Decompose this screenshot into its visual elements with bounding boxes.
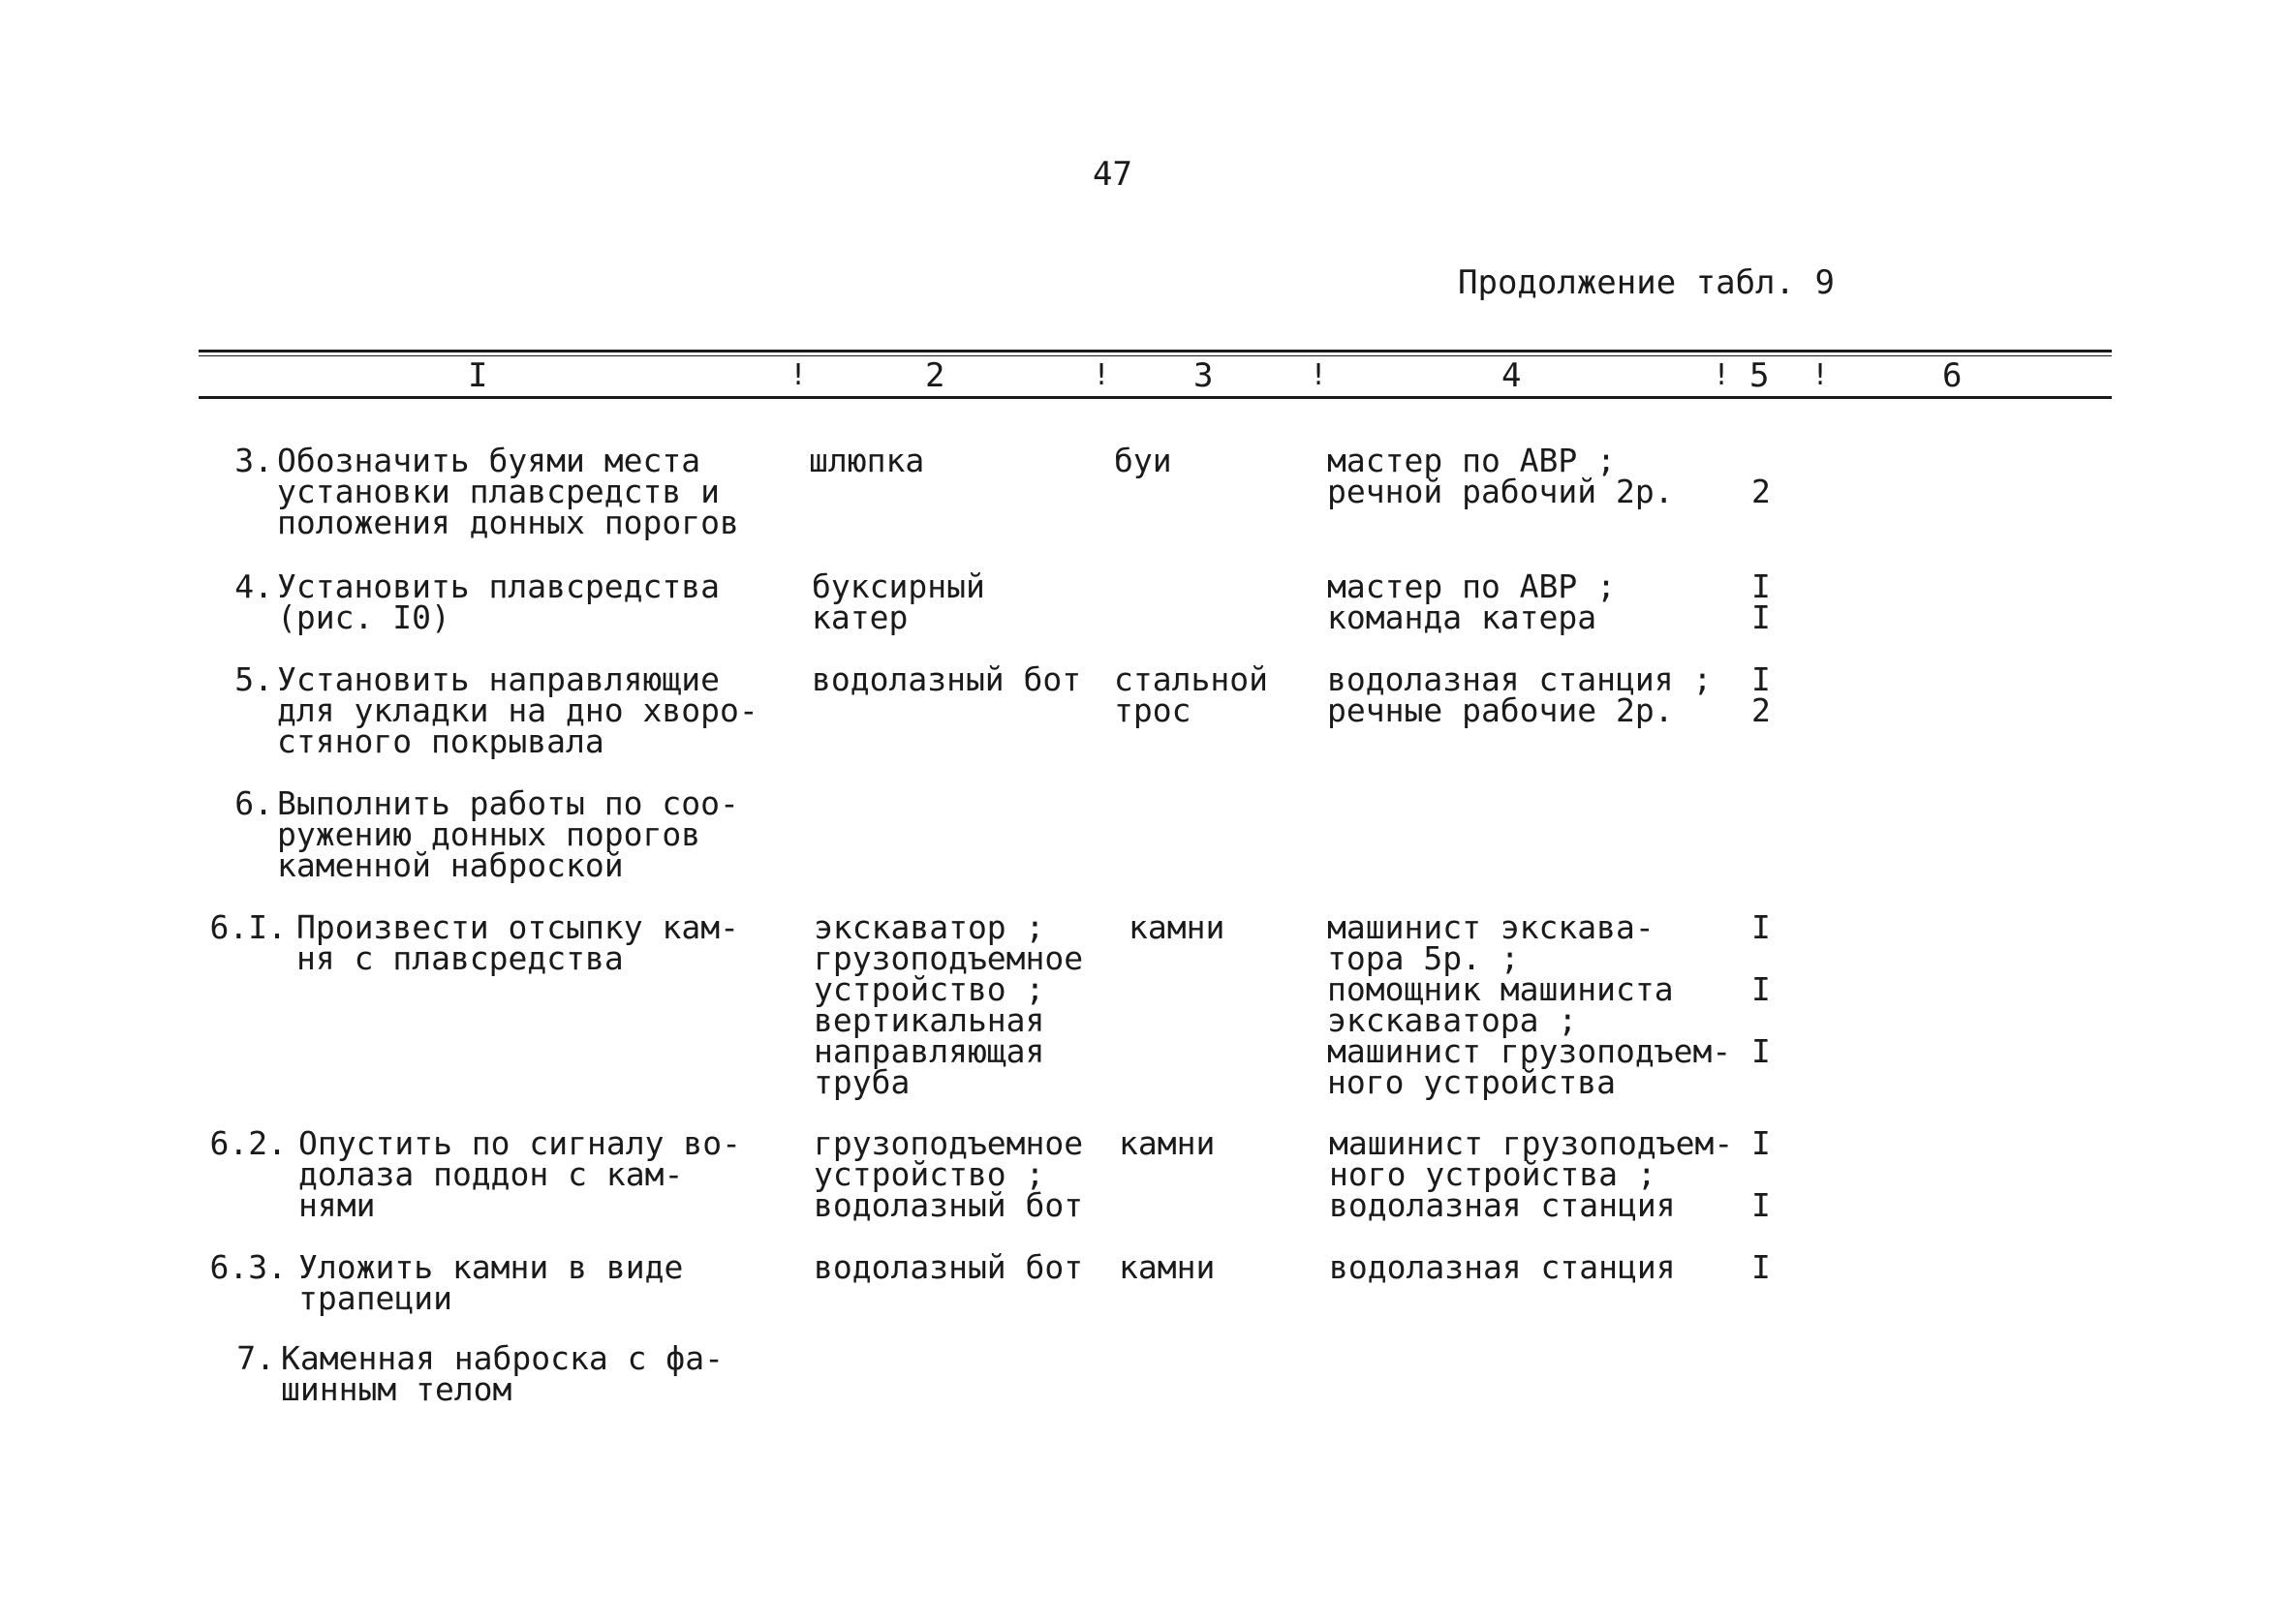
count-cell: 2: [1751, 473, 1771, 510]
table-rule-bottom: [199, 396, 2112, 399]
count-cell: I 2: [1751, 660, 1771, 729]
count-cell: I I I: [1751, 908, 1771, 1070]
count-cell: I I: [1751, 567, 1771, 636]
equipment-cell: грузоподъемное устройство ; водолазный бот: [814, 1124, 1084, 1224]
column-separator: !: [1093, 358, 1111, 392]
row-number: 5.: [234, 660, 273, 698]
operation-cell: Установить плавсредства (рис. I0): [277, 567, 720, 636]
equipment-cell: экскаватор ; грузоподъемное устройство ; вертикальная направляющая труба: [814, 908, 1084, 1101]
operation-cell: Выполнить работы по соо- ружению донных порогов каменной наброской: [277, 784, 739, 884]
column-header-4: 4: [1501, 356, 1522, 395]
row-number: 3.: [234, 442, 273, 479]
column-separator: !: [789, 358, 808, 392]
workers-cell: мастер по АВР ; речной рабочий 2р.: [1327, 442, 1674, 510]
column-header-1: I: [468, 356, 488, 395]
equipment-cell: буксирный катер: [812, 567, 985, 636]
material-cell: камни: [1119, 1124, 1216, 1162]
operation-cell: Произвести отсыпку кам- ня с плавсредства: [296, 908, 739, 977]
operation-cell: Каменная наброска с фа- шинным телом: [281, 1339, 724, 1408]
material-cell: стальной трос: [1114, 660, 1268, 729]
count-cell: I I: [1751, 1124, 1771, 1224]
row-number: 6.I.: [209, 908, 287, 946]
row-number: 6.3.: [209, 1248, 287, 1286]
workers-cell: мастер по АВР ; команда катера: [1327, 567, 1617, 636]
workers-cell: водолазная станция ; речные рабочие 2р.: [1327, 660, 1713, 729]
material-cell: камни: [1119, 1248, 1216, 1286]
table-rule-top: [199, 350, 2112, 352]
workers-cell: водолазная станция: [1329, 1248, 1676, 1286]
row-number: 6.: [234, 784, 273, 822]
operation-cell: Опустить по сигналу во- долаза поддон с кам- нями: [298, 1124, 741, 1224]
column-separator: !: [1310, 358, 1328, 392]
column-separator: !: [1811, 358, 1830, 392]
table-continuation-title: Продолжение табл. 9: [1458, 263, 1835, 302]
equipment-cell: водолазный бот: [812, 660, 1082, 698]
operation-cell: Обозначить буями места установки плавсредств и положения донных порогов: [277, 442, 739, 541]
column-header-3: 3: [1193, 356, 1214, 395]
row-number: 6.2.: [209, 1124, 287, 1162]
page-number: 47: [1093, 155, 1132, 194]
column-separator: !: [1713, 358, 1731, 392]
material-cell: камни: [1129, 908, 1225, 946]
row-number: 4.: [234, 567, 273, 605]
operation-cell: Установить направляющие для укладки на дно хворо- стяного покрывала: [277, 660, 758, 760]
row-number: 7.: [236, 1339, 275, 1377]
equipment-cell: шлюпка: [809, 442, 925, 479]
workers-cell: машинист грузоподъем- ного устройства ; водолазная станция: [1329, 1124, 1734, 1224]
material-cell: буи: [1114, 442, 1172, 479]
count-cell: I: [1751, 1248, 1771, 1286]
operation-cell: Уложить камни в виде трапеции: [298, 1248, 684, 1317]
column-header-2: 2: [925, 356, 945, 395]
column-header-5: 5: [1749, 356, 1770, 395]
workers-cell: машинист экскава- тора 5р. ; помощник машиниста экскаватора ; машинист грузоподъем- ного устройства: [1327, 908, 1732, 1101]
equipment-cell: водолазный бот: [814, 1248, 1084, 1286]
column-header-6: 6: [1942, 356, 1963, 395]
